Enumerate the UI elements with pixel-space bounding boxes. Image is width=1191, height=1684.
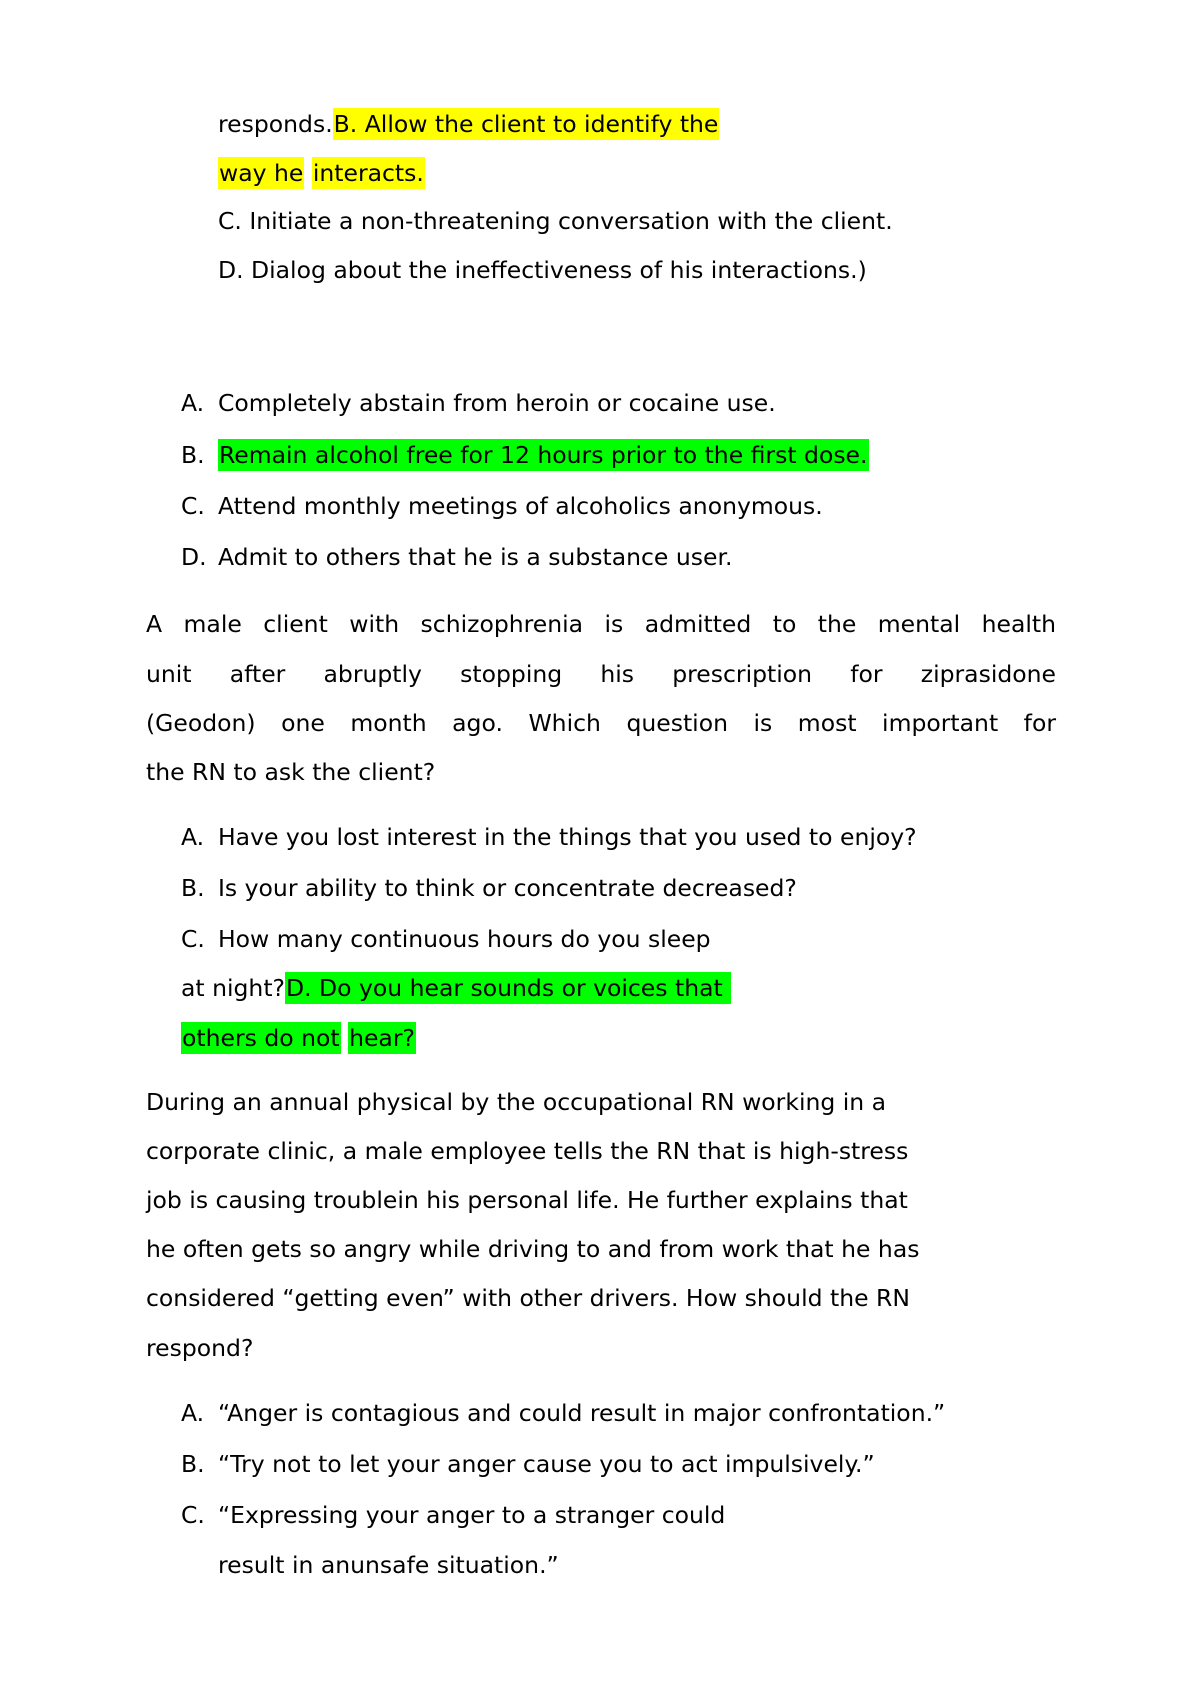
text-segment: C. Initiate a non-threatening conversation with the client.	[218, 207, 893, 235]
text-line	[146, 1281, 910, 1315]
text-segment: at night?	[181, 974, 286, 1002]
text-segment: Admit to others that he is a substance user.	[218, 543, 733, 571]
text-line	[146, 1232, 919, 1266]
text-line	[181, 386, 776, 420]
option-label: C.	[181, 1501, 205, 1529]
text-line	[181, 1021, 416, 1055]
text-segment: “Expressing your anger to a stranger could	[218, 1501, 726, 1529]
text-line	[181, 871, 797, 905]
text-line	[181, 1498, 725, 1532]
text-segment: job is causing troublein his personal life. He further explains that	[146, 1186, 908, 1214]
option-label: B.	[181, 874, 205, 902]
text-segment: How many continuous hours do you sleep	[218, 925, 711, 953]
text-segment: Is your ability to think or concentrate decreased?	[218, 874, 797, 902]
text-line	[146, 657, 1056, 691]
text-segment: unit after abruptly stopping his prescription for ziprasidone	[146, 660, 1056, 688]
text-segment: Have you lost interest in the things that you used to enjoy?	[218, 823, 917, 851]
text-segment: (Geodon) one month ago. Which question is most important for	[146, 709, 1056, 737]
option-label: B.	[181, 441, 205, 469]
text-line	[218, 204, 893, 238]
text-segment: “Try not to let your anger cause you to act impulsively.”	[218, 1450, 875, 1478]
text-segment: the RN to ask the client?	[146, 758, 436, 786]
highlighted-answer-text: hear?	[349, 1024, 415, 1052]
text-line	[218, 156, 425, 190]
text-segment: responds.	[218, 110, 333, 138]
option-label: A.	[181, 389, 205, 417]
option-label: C.	[181, 492, 205, 520]
highlighted-answer-text: others do not	[182, 1024, 340, 1052]
text-line	[181, 540, 732, 574]
text-line	[181, 438, 869, 472]
option-label: A.	[181, 823, 205, 851]
text-segment: A male client with schizophrenia is admitted to the mental health	[146, 610, 1056, 638]
highlighted-answer-text: interacts.	[312, 159, 424, 187]
text-line	[181, 489, 823, 523]
text-segment: considered “getting even” with other drivers. How should the RN	[146, 1284, 910, 1312]
text-segment: result in anunsafe situation.”	[218, 1551, 559, 1579]
text-segment: Completely abstain from heroin or cocaine use.	[218, 389, 776, 417]
option-label: C.	[181, 925, 205, 953]
text-line	[181, 820, 917, 854]
text-line	[146, 755, 435, 789]
option-label: B.	[181, 1450, 205, 1478]
text-line	[146, 706, 1056, 740]
highlighted-answer-text: B. Allow the client to identify the	[333, 110, 719, 138]
text-line	[218, 107, 719, 141]
text-segment: respond?	[146, 1334, 254, 1362]
text-line	[146, 1085, 886, 1119]
text-line	[181, 971, 731, 1005]
text-segment	[341, 1024, 348, 1052]
text-line	[218, 253, 867, 287]
text-line	[146, 1134, 908, 1168]
text-line	[218, 1548, 559, 1582]
highlighted-answer-text: way he	[219, 159, 304, 187]
text-line	[146, 1331, 253, 1365]
text-line	[146, 1183, 908, 1217]
text-segment: he often gets so angry while driving to and from work that he has	[146, 1235, 920, 1263]
text-line	[146, 607, 1056, 641]
text-line	[181, 1396, 945, 1430]
text-line	[181, 922, 711, 956]
text-segment: During an annual physical by the occupational RN working in a	[146, 1088, 887, 1116]
text-segment: D. Dialog about the ineffectiveness of his interactions.)	[218, 256, 867, 284]
text-segment: “Anger is contagious and could result in major confrontation.”	[218, 1399, 946, 1427]
option-label: D.	[181, 543, 207, 571]
text-segment	[304, 159, 311, 187]
text-line	[181, 1447, 875, 1481]
text-segment: corporate clinic, a male employee tells the RN that is high-stress	[146, 1137, 909, 1165]
highlighted-answer-text: D. Do you hear sounds or voices that	[286, 974, 731, 1002]
text-segment: Attend monthly meetings of alcoholics anonymous.	[218, 492, 823, 520]
highlighted-answer-text: Remain alcohol free for 12 hours prior to the first dose.	[219, 441, 868, 469]
option-label: A.	[181, 1399, 205, 1427]
